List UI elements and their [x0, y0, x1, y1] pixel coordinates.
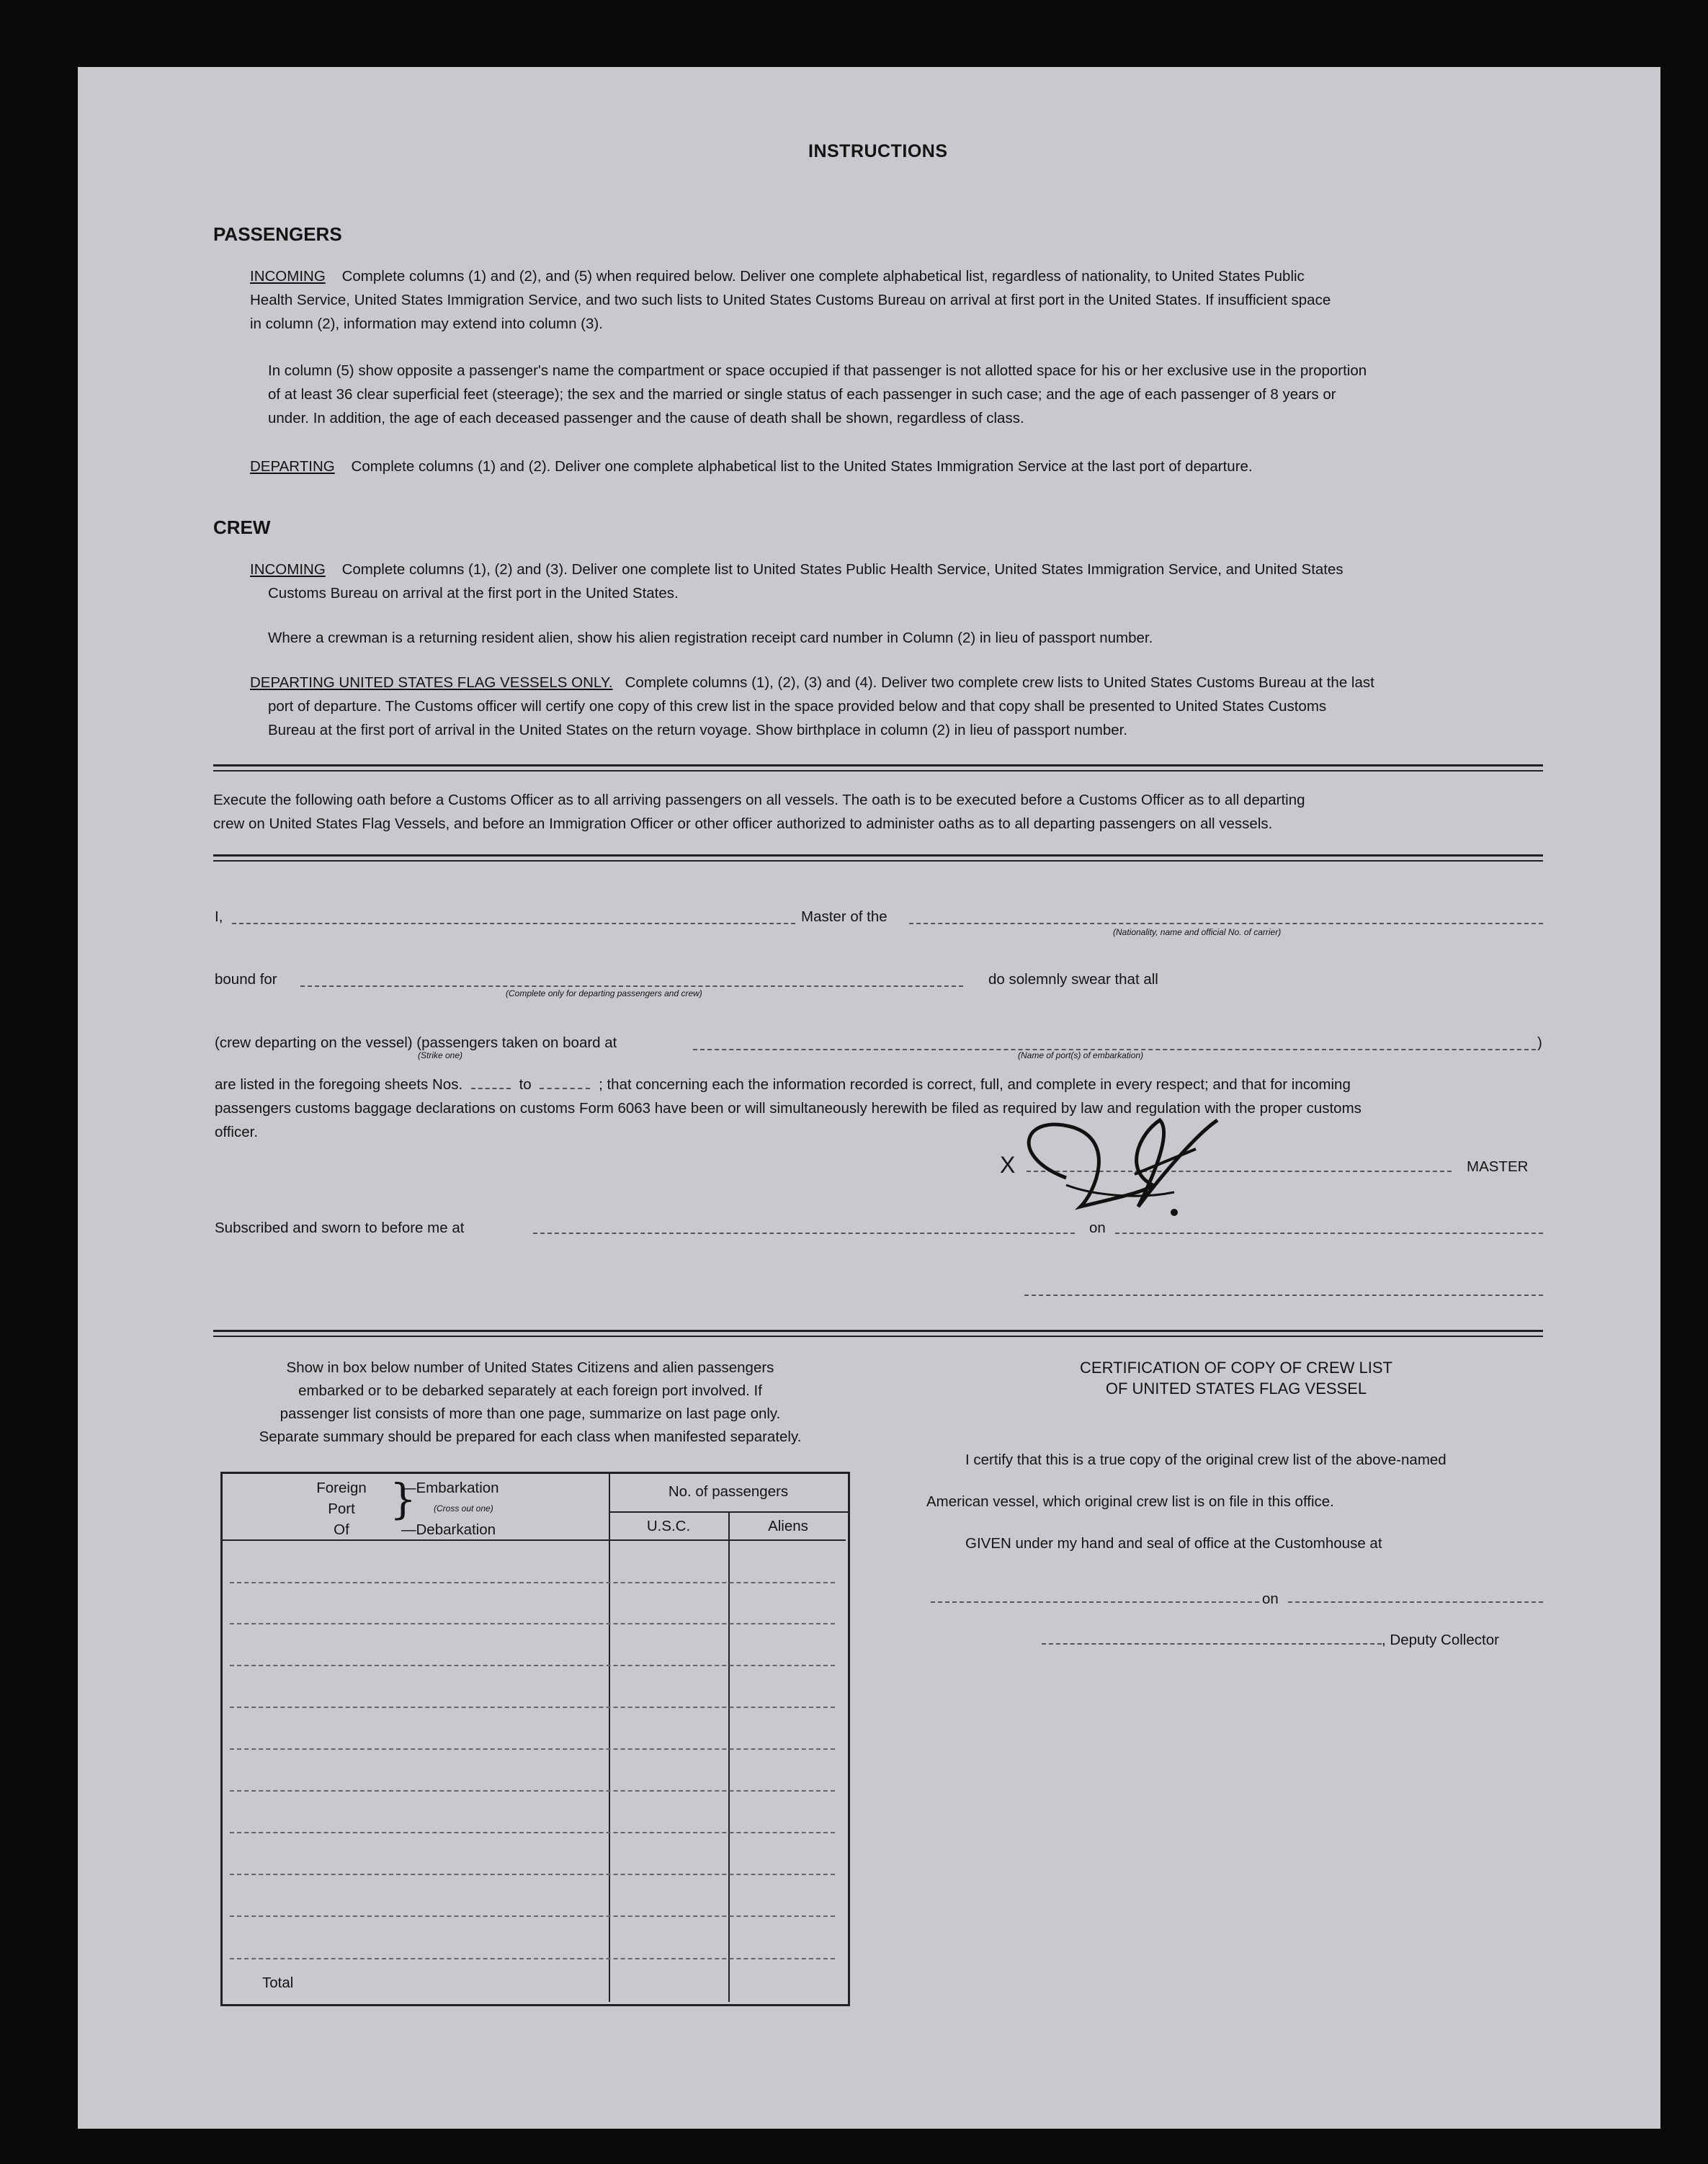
listed-text-1b: to [519, 1076, 532, 1093]
crew-departing-text-2: port of departure. The Customs officer will certify one copy of this crew list in the space provided below and that copy shall be presented to United States Customs [268, 698, 1327, 715]
embark-debark-header [401, 1477, 499, 1540]
debarkation-label: —Debarkation [401, 1521, 496, 1538]
complete-only-note: (Complete only for departing passengers and crew) [506, 988, 702, 998]
column-divider [728, 1511, 730, 2002]
nationality-note: (Nationality, name and official No. of carrier) [1113, 927, 1282, 937]
deputy-collector-signature-field[interactable] [1042, 1643, 1382, 1645]
brace: } [390, 1475, 416, 1524]
table-row[interactable] [230, 1958, 835, 1959]
table-row[interactable] [230, 1832, 835, 1833]
column-divider [609, 1474, 610, 2002]
no-of-passengers-header: No. of passengers [668, 1483, 789, 1500]
table-row[interactable] [230, 1748, 835, 1750]
crew-incoming-text-1: Complete columns (1), (2) and (3). Deliver one complete list to United States Public Health Service, United States Immigration Service, and United States [341, 561, 1343, 578]
table-row[interactable] [230, 1707, 835, 1708]
do-solemnly-label: do solemnly swear that all [988, 971, 1158, 988]
crew-departing-label: (crew departing on the vessel) (passengers taken on board at [215, 1034, 617, 1051]
passenger-summary-table [220, 1472, 850, 2006]
sworn-on-label: on [1089, 1220, 1106, 1236]
certification-heading-2: OF UNITED STATES FLAG VESSEL [1105, 1380, 1367, 1398]
passengers-incoming-block [250, 264, 1543, 336]
listed-text-3: officer. [215, 1124, 259, 1140]
table-row[interactable] [230, 1915, 835, 1917]
passengers-incoming-text-1: Complete columns (1) and (2), and (5) when required below. Deliver one complete alphabetical list, regardless of nationality, to United States Public [341, 268, 1305, 285]
aliens-header: Aliens [768, 1518, 808, 1534]
summary-text-1: Show in box below number of United States Citizens and alien passengers [286, 1359, 774, 1376]
certification-text-3: GIVEN under my hand and seal of office at the Customhouse at [965, 1535, 1382, 1552]
crew-resident-text: Where a crewman is a returning resident alien, show his alien registration receipt card number in Column (2) in lieu of passport number. [268, 630, 1153, 646]
summary-text-3: passenger list consists of more than one page, summarize on last page only. [280, 1405, 781, 1422]
double-rule [213, 1330, 1543, 1337]
crew-incoming-text-2: Customs Bureau on arrival at the first port in the United States. [268, 585, 679, 602]
double-rule [213, 854, 1543, 862]
deputy-collector-label: , Deputy Collector [1382, 1632, 1499, 1648]
certification-heading-1: CERTIFICATION OF COPY OF CREW LIST [1080, 1359, 1392, 1377]
bound-for-label: bound for [215, 971, 277, 988]
page-title: INSTRUCTIONS [808, 141, 948, 161]
certification-on-label: on [1262, 1591, 1279, 1607]
crew-departing-label: DEPARTING UNITED STATES FLAG VESSELS ONLY. [250, 674, 613, 691]
carrier-field[interactable] [909, 923, 1543, 924]
listed-text-2: passengers customs baggage declarations on customs Form 6063 have been or will simultaneously herewith be filed as required by law and regulation with the proper customs [215, 1100, 1362, 1117]
crew-heading: CREW [213, 517, 271, 538]
crew-departing-block [250, 671, 1543, 742]
master-name-field[interactable] [232, 923, 795, 924]
passengers-departing-block [250, 455, 1543, 478]
oath-i-label: I, [215, 908, 223, 925]
usc-header: U.S.C. [646, 1518, 691, 1534]
customhouse-field[interactable] [931, 1601, 1259, 1603]
embarkation-label: —Embarkation [401, 1480, 499, 1496]
double-rule [213, 764, 1543, 772]
column5-block [268, 359, 1543, 430]
table-row[interactable] [230, 1790, 835, 1792]
oath-intro [213, 788, 1543, 836]
master-of-label: Master of the [801, 908, 887, 925]
passengers-heading: PASSENGERS [213, 223, 342, 245]
column5-text-2: of at least 36 clear superficial feet (steerage); the sex and the married or single status of each passenger in such case; and the age of each passenger of 8 years or [268, 386, 1336, 403]
certification-text-2: American vessel, which original crew list is on file in this office. [926, 1493, 1334, 1510]
foreign-label: Foreign [316, 1480, 367, 1496]
listed-text-1a: are listed in the foregoing sheets Nos. [215, 1076, 463, 1093]
listed-text-1c: ; that concerning each the information recorded is correct, full, and complete in every respect; and that for incoming [599, 1076, 1351, 1093]
summary-text-4: Separate summary should be prepared for each class when manifested separately. [259, 1428, 802, 1445]
sheet-from-field[interactable] [471, 1088, 511, 1089]
oath-intro-text-1: Execute the following oath before a Customs Officer as to all arriving passengers on all vessels. The oath is to be executed before a Customs Officer as to all departing [213, 792, 1305, 808]
close-paren: ) [1537, 1034, 1542, 1051]
port-label: Port [328, 1501, 355, 1517]
subscribed-label: Subscribed and sworn to before me at [215, 1220, 465, 1236]
crew-incoming-block [250, 558, 1543, 605]
officer-signature-field[interactable] [1024, 1295, 1543, 1296]
header-divider [609, 1511, 848, 1513]
oath-intro-text-2: crew on United States Flag Vessels, and before an Immigration Officer or other officer authorized to administer oaths as to all departing passengers on all vessels. [213, 815, 1273, 832]
total-label: Total [262, 1975, 294, 1991]
table-row[interactable] [230, 1874, 835, 1875]
master-signature [980, 1106, 1268, 1221]
summary-text-2: embarked or to be debarked separately at each foreign port involved. If [298, 1382, 762, 1399]
summary-instructions [218, 1356, 843, 1449]
x-mark: X [1000, 1152, 1016, 1178]
passengers-incoming-label: INCOMING [250, 268, 326, 285]
listed-block [215, 1073, 1544, 1144]
sworn-date-field[interactable] [1115, 1233, 1543, 1234]
table-row[interactable] [230, 1623, 835, 1624]
sheet-to-field[interactable] [540, 1088, 590, 1089]
cross-out-note: (Cross out one) [434, 1503, 493, 1514]
certification-heading [926, 1357, 1546, 1399]
passengers-incoming-text-2: Health Service, United States Immigration Service, and two such lists to United States Customs Bureau on arrival at first port in the United States. If insufficient space [250, 292, 1331, 308]
foreign-port-header [302, 1477, 381, 1540]
certification-text-1: I certify that this is a true copy of the original crew list of the above-named [965, 1452, 1447, 1468]
crew-incoming-label: INCOMING [250, 561, 326, 578]
column5-text-1: In column (5) show opposite a passenger's name the compartment or space occupied if that passenger is not allotted space for his or her exclusive use in the proportion [268, 362, 1367, 379]
certification-date-field[interactable] [1288, 1601, 1543, 1603]
ports-note: (Name of port(s) of embarkation) [1018, 1050, 1144, 1060]
bound-for-field[interactable] [300, 985, 963, 987]
table-row[interactable] [230, 1665, 835, 1666]
passengers-departing-label: DEPARTING [250, 458, 335, 475]
crew-departing-text-1: Complete columns (1), (2), (3) and (4). Deliver two complete crew lists to United States Customs Bureau at the last [625, 674, 1374, 691]
strike-one-note: (Strike one) [418, 1050, 463, 1060]
column5-text-3: under. In addition, the age of each deceased passenger and the cause of death shall be shown, regardless of class. [268, 410, 1024, 426]
passengers-incoming-text-3: in column (2), information may extend into column (3). [250, 316, 603, 332]
sworn-place-field[interactable] [533, 1233, 1075, 1234]
of-label: Of [334, 1521, 349, 1538]
table-row[interactable] [230, 1582, 835, 1583]
crew-departing-text-3: Bureau at the first port of arrival in the United States on the return voyage. Show birthplace in column (2) in lieu of passport number. [268, 722, 1128, 738]
passengers-departing-text: Complete columns (1) and (2). Deliver one complete alphabetical list to the United States Immigration Service at the last port of departure. [351, 458, 1253, 475]
master-label: MASTER [1467, 1158, 1529, 1175]
